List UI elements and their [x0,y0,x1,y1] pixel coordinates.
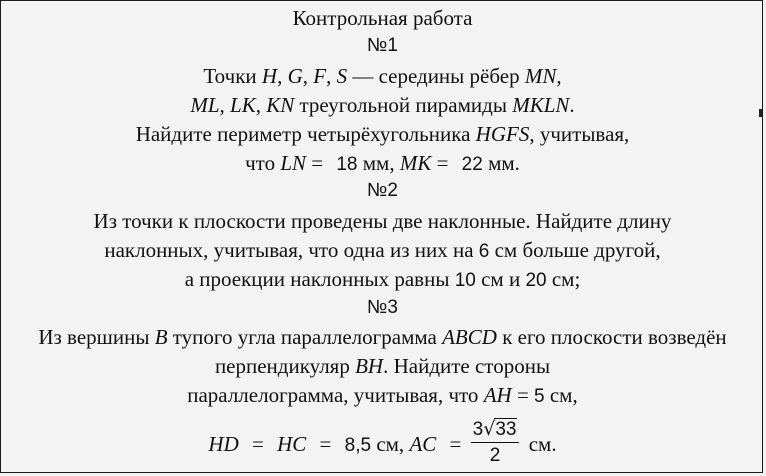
math-var: LN [280,151,307,175]
problem-3-line-2 [1,353,764,379]
problem-number: №3 [367,297,398,318]
text: к его плоскости возведён [496,325,727,349]
number: 10 [454,270,476,291]
title-text: Контрольная работа [292,6,473,30]
text: , [277,64,288,88]
unit: мм. [482,151,520,175]
unit: см. [523,432,557,456]
math-var: MKLN [512,93,570,117]
fraction [471,418,520,467]
math-var: HD [208,432,239,456]
math-var: S [336,64,348,88]
math-var: H [261,64,278,88]
math-var: AH [483,383,512,407]
math-var: ML [190,93,220,117]
math-var: HC [277,432,307,456]
fraction-numerator [471,418,520,443]
math-var: MN [524,64,557,88]
problem-1-line-3 [1,121,764,147]
number: 18 [336,154,358,175]
problem-1-number [1,33,764,59]
text: треугольной пирамиды [294,93,513,117]
text: Из точки к плоскости проведены две наклонные. Найдите длину [93,209,672,233]
number: 22 [461,154,483,175]
text: Найдите периметр четырёхугольника [135,122,476,146]
text: Точки [203,64,262,88]
text: тупого угла параллелограмма [167,325,443,349]
text: , [255,93,267,117]
problem-1-line-1 [1,63,764,89]
math-var: MK [399,151,432,175]
equals-sign: = [246,432,270,456]
equals-sign: = [511,383,535,407]
equals-sign: = [444,432,467,456]
text: , [219,93,231,117]
text: , учитывая, [529,122,630,146]
number: 6 [478,241,490,262]
problem-2-number [1,178,764,204]
math-var: BH [355,354,384,378]
math-var: B [154,325,168,349]
number: 5 [534,386,545,407]
math-var: F [313,64,327,88]
math-var: HGFS [475,122,530,146]
coefficient: 3 [472,418,484,440]
document-title [1,5,764,31]
text: см, [544,383,578,407]
text: , [556,64,562,88]
problem-3-line-1 [1,324,764,350]
problem-2-line-1 [1,208,764,234]
number: 8,5 [344,435,372,456]
problem-3-line-4 [1,417,764,471]
math-var: ABCD [442,325,497,349]
text: что [245,151,281,175]
problem-3-line-3 [1,382,764,410]
sqrt-icon: √ [483,417,496,440]
unit: мм, [357,151,400,175]
text: Из вершины [38,325,155,349]
problem-2-line-3 [1,266,764,294]
radicand: 33 [495,418,517,440]
math-var: LK [230,93,256,117]
math-var: KN [266,93,295,117]
math-var: AC [409,432,437,456]
problem-2-line-2 [1,237,764,265]
text: — середины рёбер [347,64,525,88]
problem-number: №2 [367,180,398,201]
text: , [302,64,314,88]
equals-sign: = [306,151,329,175]
text: наклонных, учитывая, что одна из них на [104,238,479,262]
problem-1-line-4 [1,150,764,178]
text: параллелограмма, учитывая, что [187,383,484,407]
text: см; [546,267,581,291]
equals-sign: = [431,151,454,175]
problem-1-line-2 [1,92,764,118]
text: перпендикуляр [214,354,356,378]
text: . [569,93,575,117]
problem-3-number [1,295,764,321]
fraction-denominator: 2 [489,444,501,466]
problem-number: №1 [367,35,398,56]
text: см больше другой, [489,238,661,262]
equals-sign: = [314,432,337,456]
text: см и [475,267,526,291]
number: 20 [525,270,547,291]
text: . Найдите стороны [383,354,551,378]
text: а проекции наклонных равны [184,267,455,291]
math-var: G [287,64,303,88]
unit: см, [371,432,410,456]
text: , [326,64,337,88]
